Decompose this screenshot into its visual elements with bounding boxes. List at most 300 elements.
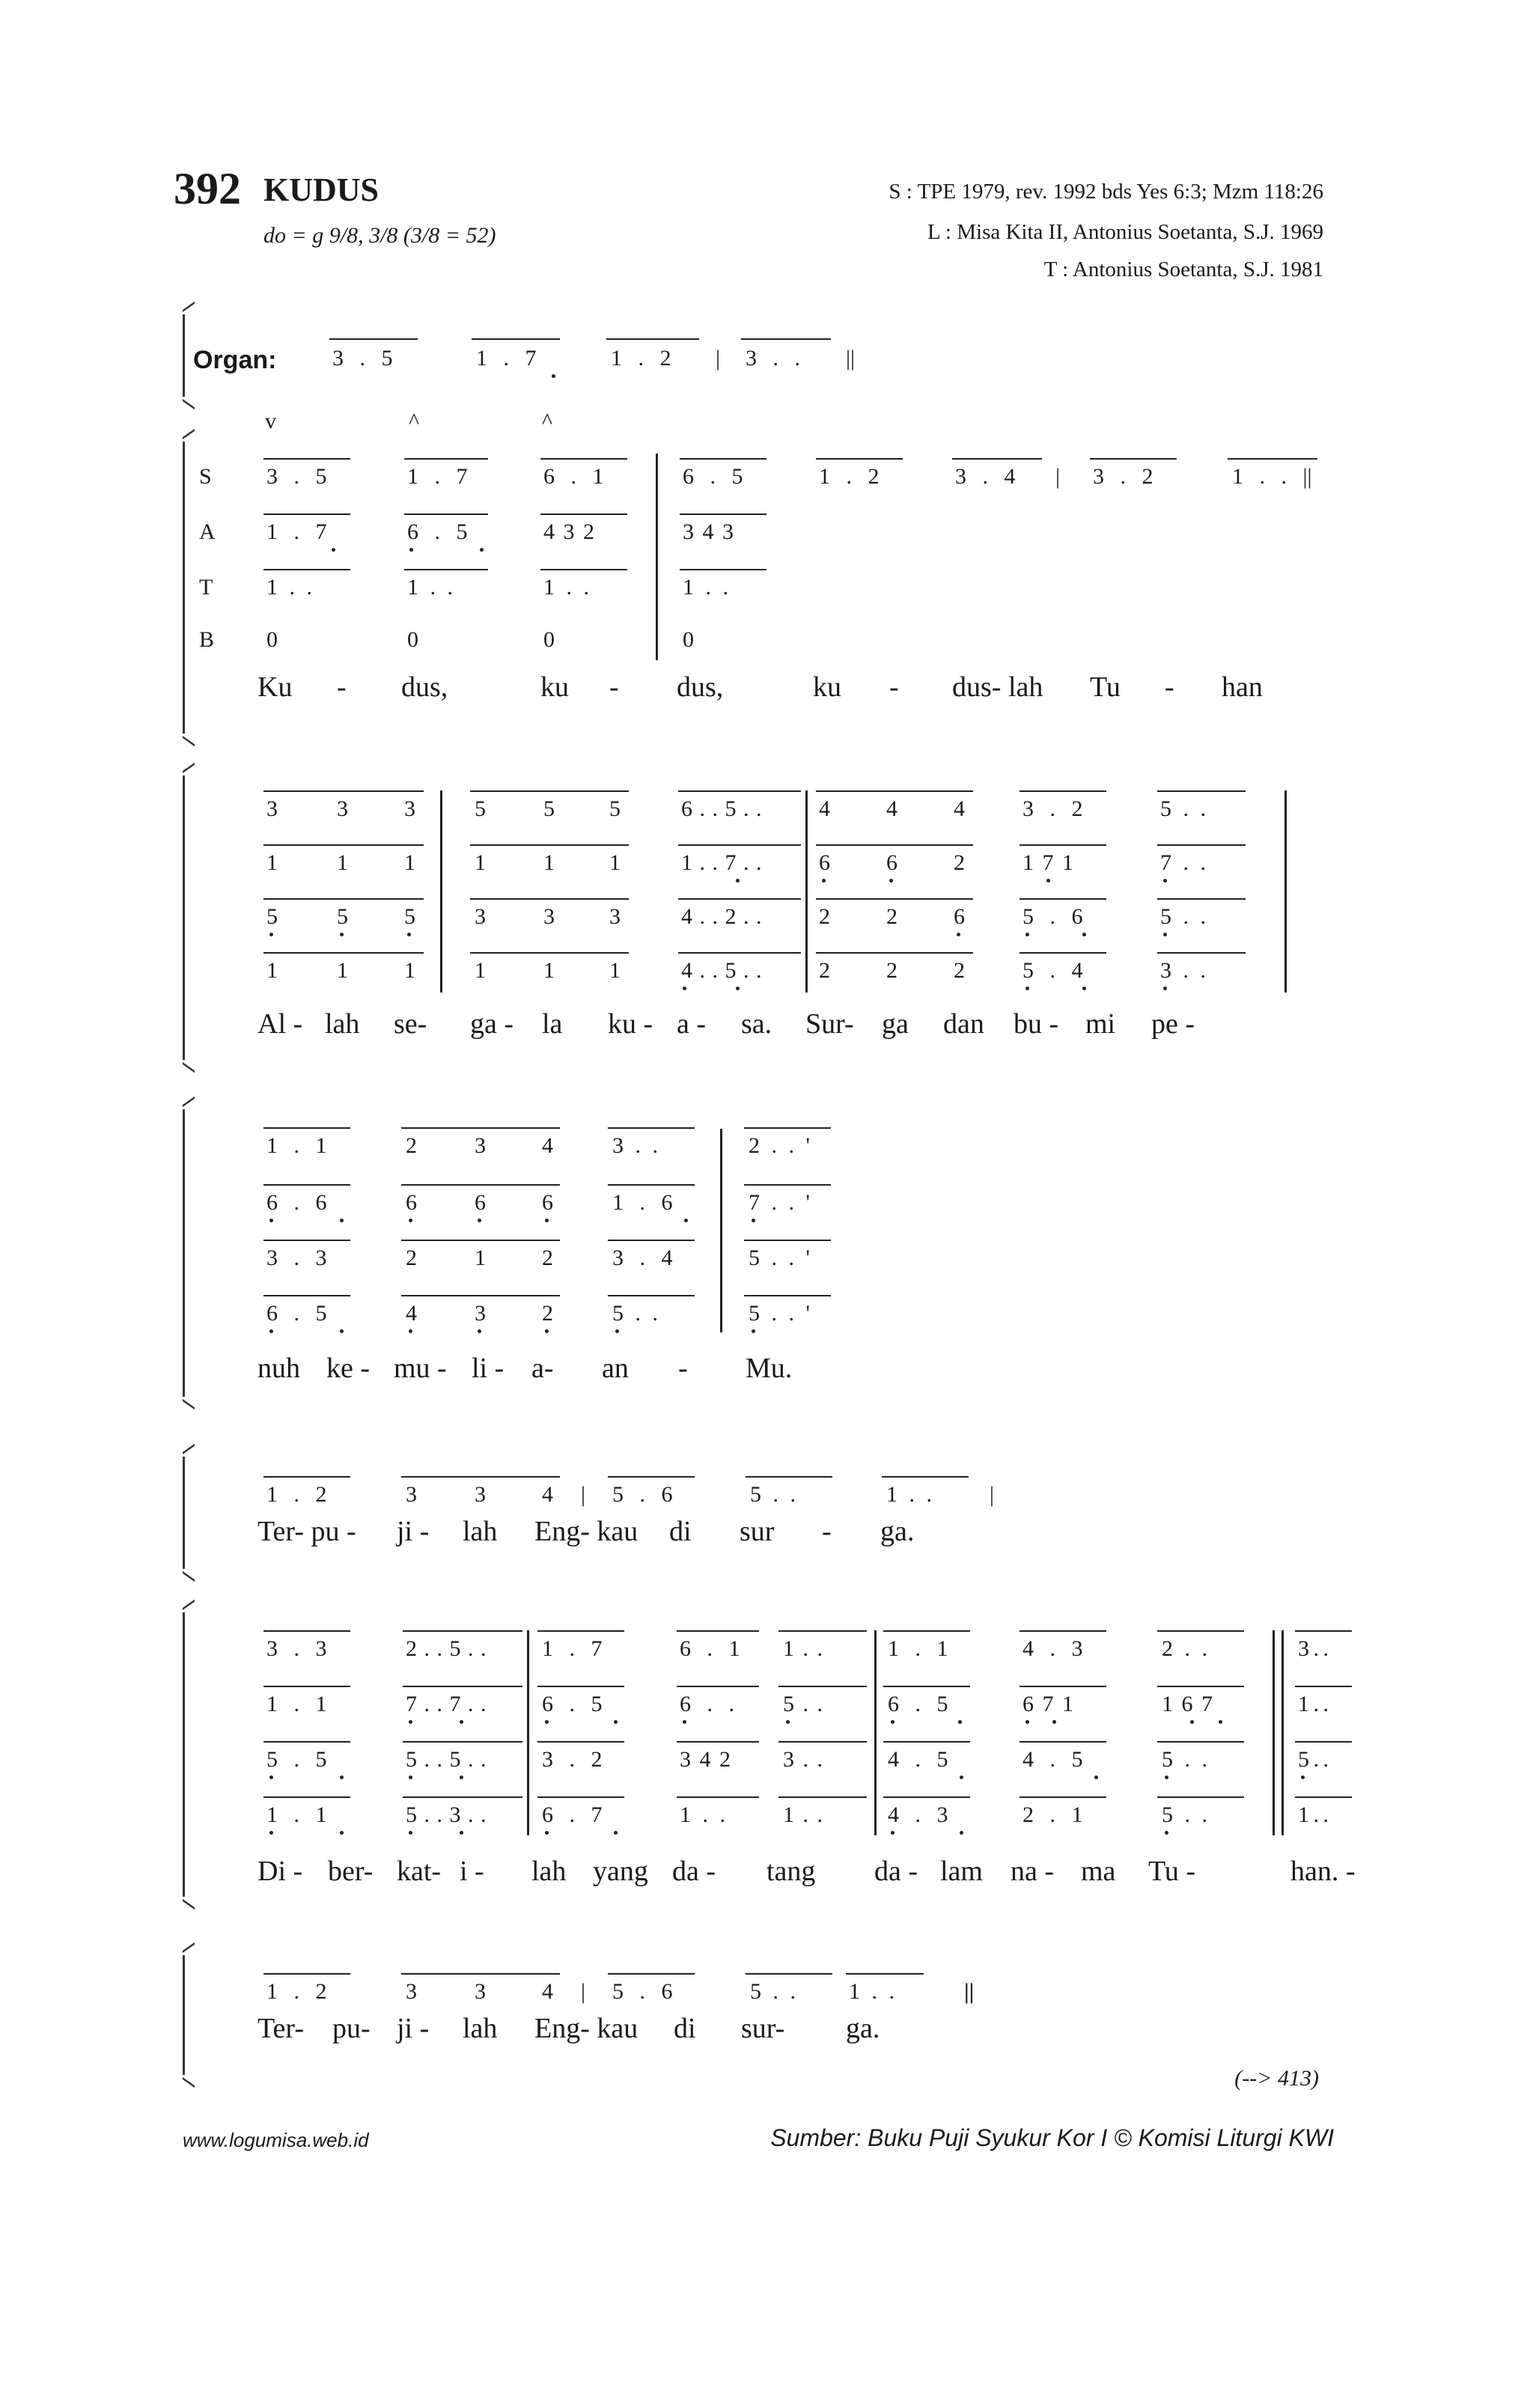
note: 3 bbox=[337, 796, 348, 821]
note-group: 5 . . bbox=[1162, 1747, 1207, 1772]
barline bbox=[1284, 790, 1287, 993]
note-group: 2 . . ' bbox=[749, 1133, 810, 1158]
lower-octave-dot bbox=[407, 933, 411, 936]
note-group: 6 . 6 bbox=[266, 1190, 327, 1215]
beam bbox=[816, 790, 973, 792]
lower-octave-dot bbox=[822, 879, 826, 883]
lower-octave-dot bbox=[1025, 1720, 1029, 1724]
note: 3 bbox=[406, 1482, 417, 1507]
note: 2 bbox=[542, 1246, 553, 1270]
barline: | bbox=[581, 1979, 586, 2004]
note-group: 5 . . ' bbox=[749, 1301, 810, 1326]
beam bbox=[1020, 1741, 1106, 1743]
lower-octave-dot bbox=[409, 1329, 412, 1333]
note: 5 bbox=[543, 796, 555, 821]
beam bbox=[470, 844, 629, 846]
lower-octave-dot bbox=[1163, 987, 1167, 990]
note: 3 bbox=[475, 1979, 486, 2004]
note: 4 bbox=[542, 1482, 553, 1507]
beam bbox=[401, 1476, 560, 1478]
lyric: ber- bbox=[328, 1856, 374, 1887]
note: 6 bbox=[406, 1190, 417, 1215]
barline: | bbox=[581, 1482, 586, 1507]
note-group: 4 . . 2 . . bbox=[681, 904, 762, 929]
note-group: 1 . . bbox=[266, 575, 312, 600]
lyric: - bbox=[822, 1516, 832, 1547]
lower-octave-dot bbox=[786, 1720, 790, 1724]
barline bbox=[440, 790, 442, 993]
lower-octave-dot bbox=[1301, 1775, 1305, 1779]
system-brace bbox=[183, 1457, 195, 1569]
beam bbox=[403, 1686, 522, 1687]
barline bbox=[720, 1129, 722, 1332]
beam bbox=[1157, 1741, 1244, 1743]
beam bbox=[741, 338, 831, 340]
beam bbox=[778, 1686, 867, 1687]
lower-octave-dot bbox=[1165, 1831, 1168, 1835]
note: 6 bbox=[542, 1190, 553, 1215]
beam bbox=[883, 1686, 970, 1687]
beam bbox=[263, 1476, 350, 1478]
system-brace bbox=[183, 775, 195, 1060]
lyric: lam bbox=[940, 1856, 983, 1887]
lyric: ku bbox=[813, 671, 841, 703]
lower-octave-dot bbox=[545, 1720, 549, 1724]
note-group: 3 . 2 bbox=[1093, 464, 1153, 489]
note-group: 2 . . 5 . . bbox=[406, 1636, 487, 1661]
beam bbox=[401, 1240, 560, 1241]
beam bbox=[403, 1741, 522, 1743]
lower-octave-dot bbox=[1025, 987, 1029, 990]
beam bbox=[1157, 1686, 1244, 1687]
note: 2 bbox=[406, 1246, 417, 1270]
note-group: 4 . 5 bbox=[1022, 1747, 1083, 1772]
beam bbox=[403, 1796, 522, 1798]
beam bbox=[678, 898, 801, 900]
note: 2 bbox=[406, 1133, 417, 1158]
barline bbox=[874, 1630, 877, 1835]
note-group: 7 . . ' bbox=[749, 1190, 810, 1215]
lower-octave-dot bbox=[752, 1219, 755, 1222]
beam bbox=[470, 790, 629, 792]
accent-mark: v bbox=[265, 409, 276, 433]
beam bbox=[778, 1630, 867, 1632]
credit-translation: T : Antonius Soetanta, S.J. 1981 bbox=[1043, 257, 1323, 281]
note-group: 1 . 7 bbox=[266, 519, 327, 544]
lyric: Al - bbox=[257, 1008, 303, 1040]
note-group: 5 . 5 bbox=[266, 1747, 327, 1772]
note: 1 bbox=[609, 958, 621, 983]
note-group: 6 . 5 bbox=[542, 1692, 603, 1716]
lower-octave-dot bbox=[409, 1831, 412, 1835]
note-group: 3 . 2 bbox=[1022, 796, 1083, 821]
note: 3 bbox=[543, 904, 555, 929]
beam bbox=[472, 338, 560, 340]
note: 2 bbox=[954, 958, 965, 983]
beam bbox=[680, 513, 766, 515]
note: 1 bbox=[475, 958, 486, 983]
beam bbox=[470, 952, 629, 954]
lyric: da - bbox=[874, 1856, 918, 1887]
barline bbox=[805, 790, 808, 993]
note: 1 bbox=[404, 958, 415, 983]
accent-mark: ^ bbox=[409, 409, 420, 433]
note-group: 1 . 1 bbox=[266, 1133, 327, 1158]
lower-octave-dot bbox=[269, 1831, 273, 1835]
note: 1 bbox=[543, 850, 555, 875]
note: 4 bbox=[542, 1133, 553, 1158]
note-group: 5 . . bbox=[1298, 1747, 1329, 1772]
lyric: ga - bbox=[470, 1008, 514, 1040]
note-group: 1 . 1 bbox=[266, 1692, 327, 1716]
note: 3 bbox=[475, 1301, 486, 1326]
note-group: 0 bbox=[266, 627, 278, 652]
note-group: 2 . . bbox=[1162, 1636, 1207, 1661]
lyric: han. - bbox=[1290, 1856, 1356, 1887]
note-group: 2 . 1 bbox=[1022, 1802, 1083, 1827]
beam bbox=[263, 1127, 350, 1129]
beam bbox=[263, 569, 350, 570]
note: 3 bbox=[266, 796, 278, 821]
note-group: 6 . 5 bbox=[888, 1692, 948, 1716]
beam bbox=[404, 569, 488, 570]
system-brace bbox=[183, 442, 195, 734]
lower-octave-dot bbox=[460, 1775, 463, 1779]
final-barline: || bbox=[846, 346, 856, 371]
note-group: 6 . 1 bbox=[680, 1636, 740, 1661]
beam bbox=[778, 1741, 867, 1743]
note-group: 3 . . bbox=[783, 1747, 823, 1772]
lyric: se- bbox=[394, 1008, 427, 1040]
beam bbox=[744, 1184, 831, 1186]
note: 5 bbox=[337, 904, 348, 929]
beam bbox=[883, 1741, 970, 1743]
key-time-signature: do = g 9/8, 3/8 (3/8 = 52) bbox=[263, 223, 496, 248]
lyric: ji - bbox=[397, 1516, 430, 1547]
beam bbox=[540, 569, 627, 570]
lyric: ga. bbox=[846, 2013, 880, 2044]
note-group: 3 . 2 bbox=[542, 1747, 603, 1772]
note: 3 bbox=[609, 904, 621, 929]
lower-octave-dot bbox=[960, 1831, 963, 1835]
note-group: 6 . 5 bbox=[683, 464, 743, 489]
lyric: an bbox=[602, 1353, 629, 1384]
beam bbox=[816, 458, 903, 460]
beam bbox=[1295, 1741, 1352, 1743]
beam bbox=[1020, 898, 1106, 900]
lyric: Eng- kau bbox=[534, 2013, 639, 2044]
lower-octave-dot bbox=[460, 1720, 463, 1724]
beam bbox=[608, 1295, 695, 1296]
beam bbox=[263, 952, 424, 954]
note-group: 5 . 4 bbox=[1022, 958, 1083, 983]
beam bbox=[677, 1741, 759, 1743]
lyric: ga. bbox=[880, 1516, 915, 1547]
beam bbox=[606, 338, 699, 340]
note-group: 3 . . bbox=[612, 1133, 658, 1158]
note: 4 bbox=[954, 796, 965, 821]
beam bbox=[1020, 1796, 1106, 1798]
beam bbox=[263, 1630, 350, 1632]
note-group: 7 . . bbox=[1160, 850, 1206, 875]
lyric: kat- bbox=[397, 1856, 442, 1887]
credit-melody: L : Misa Kita II, Antonius Soetanta, S.J. 1969 bbox=[927, 220, 1323, 244]
lower-octave-dot bbox=[736, 987, 740, 990]
lyric: - bbox=[1165, 671, 1174, 703]
beam bbox=[1228, 458, 1317, 460]
beam bbox=[608, 1184, 695, 1186]
beam bbox=[537, 1686, 624, 1687]
note: 6 bbox=[954, 904, 965, 929]
note-group: 1 . . bbox=[1298, 1692, 1329, 1716]
beam bbox=[1157, 790, 1246, 792]
note-group: 5 . 6 bbox=[612, 1979, 673, 2004]
beam bbox=[470, 898, 629, 900]
note-group: 5 . . 3 . . bbox=[406, 1802, 487, 1827]
lower-octave-dot bbox=[1165, 1775, 1168, 1779]
lower-octave-dot bbox=[545, 1329, 549, 1333]
note: 1 bbox=[404, 850, 415, 875]
note-group: 3 4 3 bbox=[683, 519, 734, 544]
lower-octave-dot bbox=[1094, 1775, 1098, 1779]
lower-octave-dot bbox=[683, 1720, 686, 1724]
beam bbox=[746, 1973, 832, 1975]
note-group: 5 . . bbox=[750, 1482, 796, 1507]
note: 4 bbox=[406, 1301, 417, 1326]
beam bbox=[1020, 1686, 1106, 1687]
beam bbox=[263, 513, 350, 515]
note-group: 5 . . bbox=[750, 1979, 796, 2004]
part-label-tenor: T bbox=[199, 575, 213, 600]
beam bbox=[680, 569, 766, 570]
beam bbox=[1157, 1796, 1244, 1798]
lyric: Tu bbox=[1090, 671, 1121, 703]
lower-octave-dot bbox=[460, 1831, 463, 1835]
note-group: 1 . 7 bbox=[542, 1636, 603, 1661]
note-group: 4 . 3 bbox=[888, 1802, 948, 1827]
lyric: la bbox=[542, 1008, 563, 1040]
lower-octave-dot bbox=[1163, 933, 1167, 936]
footer-site: www.logumisa.web.id bbox=[183, 2129, 369, 2151]
note-group: 1 . 7 bbox=[407, 464, 468, 489]
note: 2 bbox=[819, 904, 830, 929]
note-group: 4 . 5 bbox=[888, 1747, 948, 1772]
lyric: - bbox=[889, 671, 899, 703]
note-group: 7 . . 7 . . bbox=[406, 1692, 487, 1716]
beam bbox=[744, 1127, 831, 1129]
beam bbox=[1157, 952, 1246, 954]
beam bbox=[1295, 1686, 1352, 1687]
hymn-number: 392 bbox=[174, 164, 241, 213]
lower-octave-dot bbox=[409, 1775, 412, 1779]
lyric: Ter- pu - bbox=[257, 1516, 356, 1547]
lower-octave-dot bbox=[958, 1720, 962, 1724]
organ-note: 1 . 7 bbox=[476, 346, 537, 371]
lyric: li - bbox=[472, 1353, 505, 1384]
note: 4 bbox=[819, 796, 830, 821]
note: 1 bbox=[337, 958, 348, 983]
lyric: dus, bbox=[401, 671, 448, 703]
note: 3 bbox=[404, 796, 415, 821]
lower-octave-dot bbox=[409, 1219, 412, 1222]
lyric: mu - bbox=[394, 1353, 447, 1384]
lyric: di bbox=[674, 2013, 696, 2044]
note-group: 1 . . bbox=[1298, 1802, 1329, 1827]
note-group: 0 bbox=[543, 627, 555, 652]
lyric: ga bbox=[882, 1008, 909, 1040]
lower-octave-dot bbox=[269, 933, 273, 936]
beam bbox=[263, 790, 424, 792]
lyric: sur- bbox=[741, 2013, 785, 2044]
note-group: 4 3 2 bbox=[543, 519, 594, 544]
lyric: ji - bbox=[397, 2013, 430, 2044]
lower-octave-dot bbox=[552, 374, 555, 378]
lower-octave-dot bbox=[269, 1775, 273, 1779]
accent-mark: ^ bbox=[542, 409, 553, 433]
beam bbox=[1295, 1630, 1352, 1632]
lyric: dus- lah bbox=[952, 671, 1043, 703]
note: 6 bbox=[475, 1190, 486, 1215]
lyric: da - bbox=[672, 1856, 716, 1887]
lyric: mi bbox=[1085, 1008, 1116, 1040]
lyric: a - bbox=[677, 1008, 707, 1040]
lyric: a- bbox=[531, 1353, 554, 1384]
lyric: - bbox=[609, 671, 619, 703]
note: 5 bbox=[404, 904, 415, 929]
beam bbox=[608, 1476, 695, 1478]
beam bbox=[537, 1741, 624, 1743]
beam bbox=[1020, 790, 1106, 792]
note-group: 6 . 5 bbox=[266, 1301, 327, 1326]
system-brace bbox=[183, 1955, 195, 2075]
lower-octave-dot bbox=[614, 1831, 618, 1835]
barline bbox=[1281, 1630, 1284, 1835]
organ-note: 3 . . bbox=[746, 346, 800, 371]
note: 5 bbox=[266, 904, 278, 929]
note: 2 bbox=[819, 958, 830, 983]
note: 2 bbox=[954, 850, 965, 875]
note-group: 1 . . bbox=[683, 575, 728, 600]
note-group: 1 . . bbox=[886, 1482, 932, 1507]
note: 6 bbox=[886, 850, 897, 875]
beam bbox=[263, 1295, 350, 1296]
lyric: na - bbox=[1011, 1856, 1055, 1887]
note-group: 0 bbox=[407, 627, 418, 652]
beam bbox=[540, 458, 627, 460]
barline: | bbox=[716, 346, 721, 371]
lyric: Eng- kau bbox=[534, 1516, 639, 1547]
beam bbox=[540, 513, 627, 515]
note: 2 bbox=[542, 1301, 553, 1326]
note-group: 1 . 6 bbox=[612, 1190, 673, 1215]
note-group: 3 . 3 bbox=[266, 1246, 327, 1270]
note-group: 3 4 2 bbox=[680, 1747, 731, 1772]
note-group: 4 . 3 bbox=[1022, 1636, 1083, 1661]
lyric: pu- bbox=[332, 2013, 371, 2044]
lyric: nuh bbox=[257, 1353, 300, 1384]
lower-octave-dot bbox=[614, 1720, 618, 1724]
beam bbox=[678, 790, 801, 792]
lower-octave-dot bbox=[1025, 933, 1029, 936]
part-label-soprano: S bbox=[199, 464, 212, 489]
lyric: Ter- bbox=[257, 2013, 304, 2044]
note-group: 1 . 2 bbox=[266, 1482, 327, 1507]
beam bbox=[537, 1630, 624, 1632]
note-group: 1 . . bbox=[783, 1802, 823, 1827]
lyric: - bbox=[337, 671, 347, 703]
barline: | bbox=[990, 1482, 995, 1507]
footer-source: Sumber: Buku Puji Syukur Kor I © Komisi Liturgi KWI bbox=[770, 2124, 1334, 2151]
lyric: Tu - bbox=[1148, 1856, 1196, 1887]
beam bbox=[1157, 1630, 1244, 1632]
beam bbox=[401, 1127, 560, 1129]
note-group: 3 . 5 bbox=[266, 464, 327, 489]
beam bbox=[263, 898, 424, 900]
credit-text: S : TPE 1979, rev. 1992 bds Yes 6:3; Mzm 118:26 bbox=[889, 180, 1323, 204]
lower-octave-dot bbox=[1046, 879, 1050, 883]
beam bbox=[952, 458, 1042, 460]
lyric: bu - bbox=[1014, 1008, 1059, 1040]
lyric: tang bbox=[766, 1856, 816, 1887]
note-group: 1 . . bbox=[849, 1979, 894, 2004]
beam bbox=[883, 1630, 970, 1632]
note-group: 6 . . bbox=[680, 1692, 734, 1716]
beam bbox=[263, 1686, 350, 1687]
lower-octave-dot bbox=[269, 1329, 273, 1333]
lyric: han bbox=[1222, 671, 1263, 703]
lower-octave-dot bbox=[340, 933, 344, 936]
note: 3 bbox=[406, 1979, 417, 2004]
note-group: 5 . . bbox=[783, 1692, 823, 1716]
lower-octave-dot bbox=[1082, 933, 1086, 936]
lower-octave-dot bbox=[409, 1720, 412, 1724]
note: 4 bbox=[542, 1979, 553, 2004]
beam bbox=[1020, 1630, 1106, 1632]
lower-octave-dot bbox=[269, 1219, 273, 1222]
note-group: 6 . 1 bbox=[543, 464, 604, 489]
lower-octave-dot bbox=[752, 1329, 755, 1333]
beam bbox=[608, 1240, 695, 1241]
lyric: i - bbox=[460, 1856, 484, 1887]
beam bbox=[401, 1973, 560, 1975]
note: 3 bbox=[475, 904, 486, 929]
barline bbox=[1273, 1630, 1275, 1835]
part-label-bass: B bbox=[199, 627, 215, 652]
note: 1 bbox=[609, 850, 621, 875]
beam bbox=[882, 1476, 969, 1478]
lyric: lah bbox=[325, 1008, 360, 1040]
note-group: 1 . 1 bbox=[266, 1802, 327, 1827]
note: 1 bbox=[475, 850, 486, 875]
note: 4 bbox=[886, 796, 897, 821]
lower-octave-dot bbox=[332, 548, 335, 552]
part-label-alto: A bbox=[199, 519, 216, 544]
beam bbox=[263, 458, 350, 460]
note: 6 bbox=[819, 850, 830, 875]
note: 2 bbox=[886, 958, 897, 983]
organ-note: 1 . 2 bbox=[611, 346, 671, 371]
note-group: 4 . . 5 . . bbox=[681, 958, 762, 983]
note-group: 1 7 1 bbox=[1022, 850, 1073, 875]
beam bbox=[677, 1630, 759, 1632]
beam bbox=[680, 458, 766, 460]
note-group: 3 . . bbox=[1298, 1636, 1329, 1661]
lower-octave-dot bbox=[340, 1831, 344, 1835]
lyric: lah bbox=[463, 1516, 498, 1547]
beam bbox=[263, 1184, 350, 1186]
beam bbox=[404, 458, 488, 460]
lower-octave-dot bbox=[1190, 1720, 1194, 1724]
